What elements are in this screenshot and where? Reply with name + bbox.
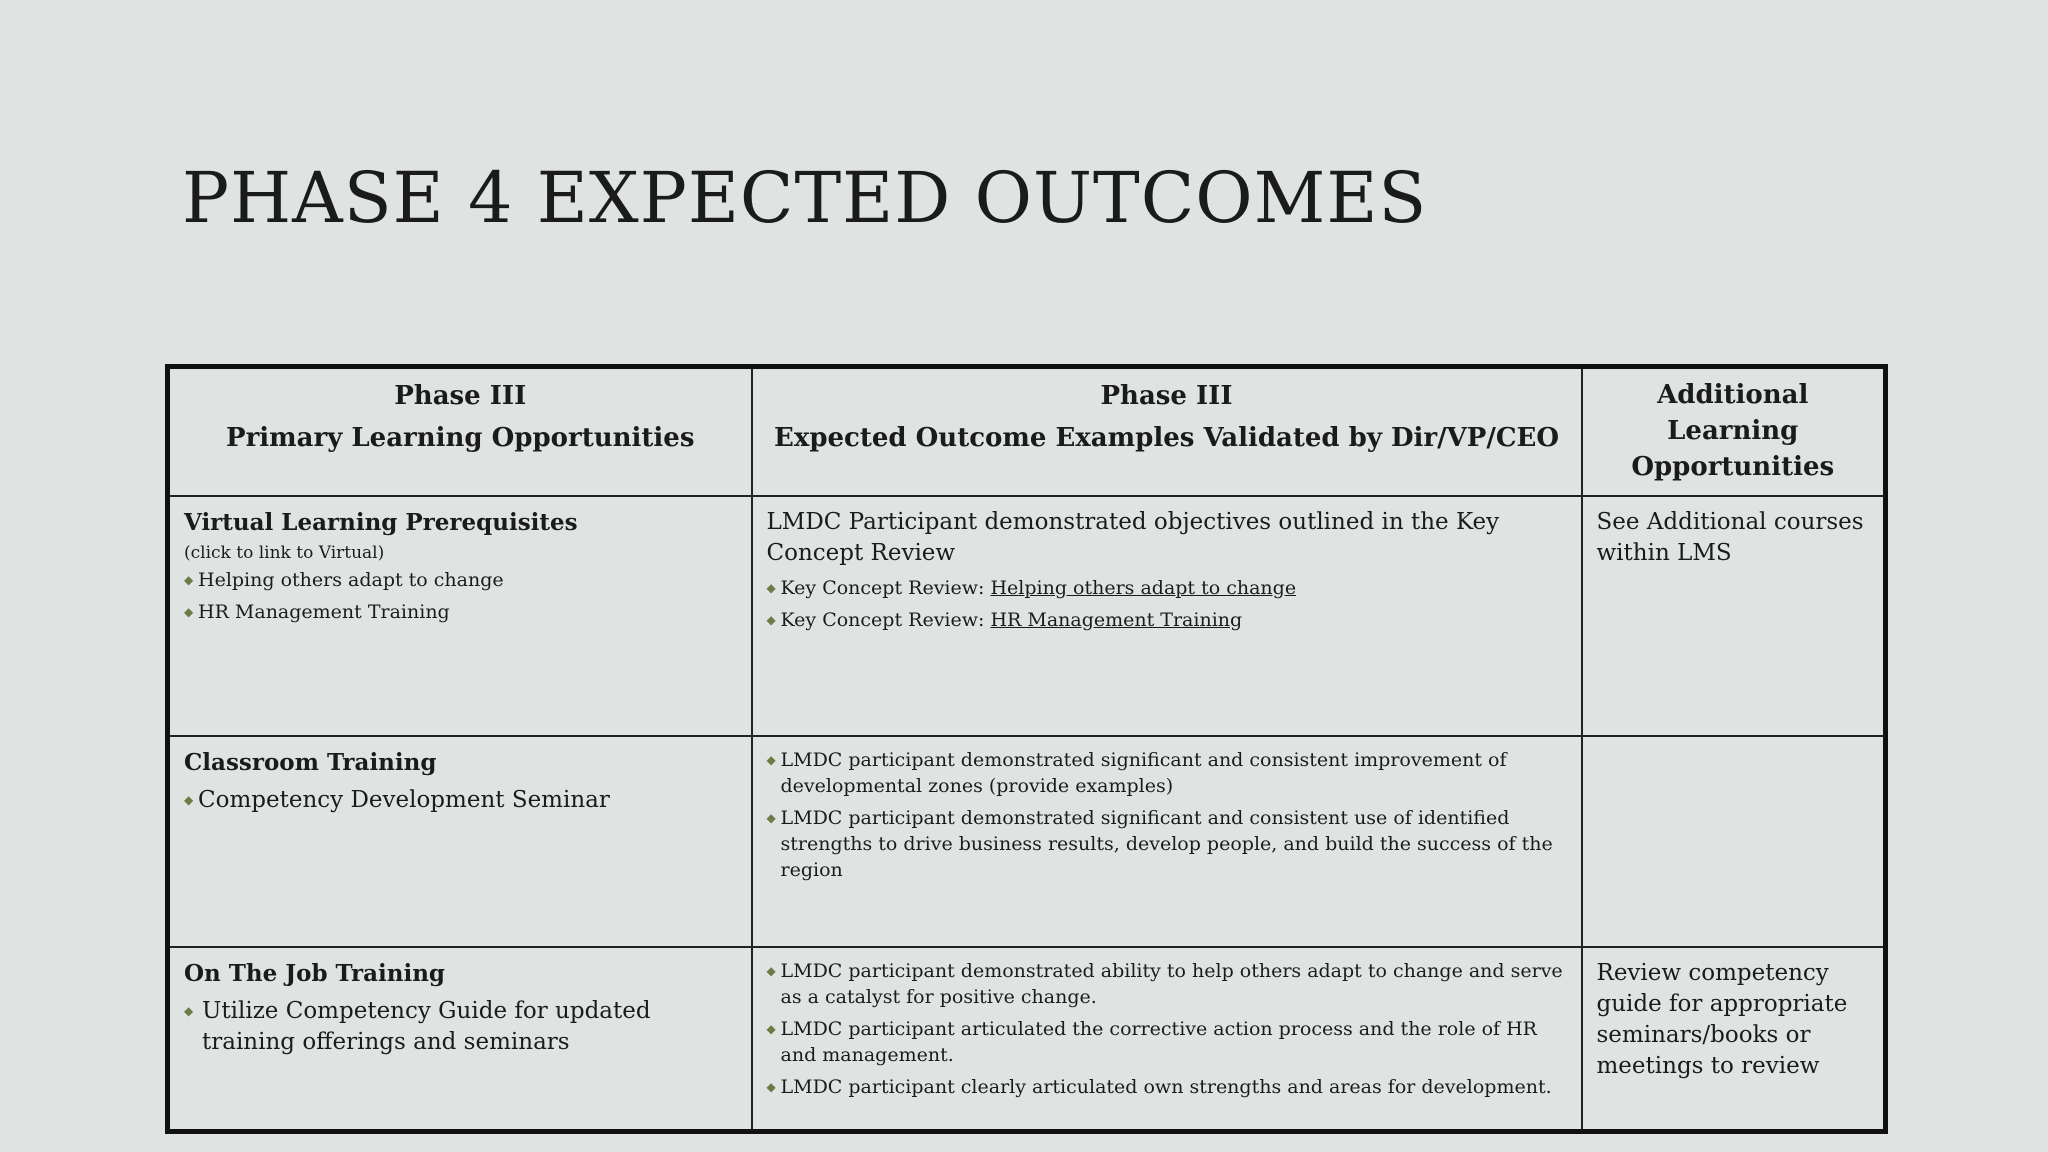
list-item: ◆ HR Management Training [184,601,450,623]
header-expected-outcomes [752,367,1582,497]
header-col2-line1: Phase III [1100,381,1233,411]
diamond-bullet-icon: ◆ [766,613,776,627]
header-col3-line1: Additional Learning [1657,380,1809,446]
additional-learning-cell-3 [1582,947,1886,1131]
page-title: PHASE 4 EXPECTED OUTCOMES [182,157,1428,239]
header-col2-line2: Expected Outcome Examples Validated by Dir/VP/CEO [774,423,1559,453]
classroom-training-cell [168,736,752,947]
list-item: ◆ Competency Development Seminar [184,785,737,816]
additional-text: Review competency guide for appropriate seminars/books or meetings to review [1596,960,1848,1079]
on-the-job-cell [168,947,752,1131]
outcomes-table [165,364,1888,1134]
additional-text: See Additional courses within LMS [1596,509,1864,566]
list-item: ◆ LMDC participant clearly articulated own strengths and areas for development. [766,1076,1552,1098]
header-additional-learning [1582,367,1886,497]
list-item: ◆ Helping others adapt to change [184,569,504,591]
classroom-list [184,785,737,816]
diamond-bullet-icon: ◆ [766,581,776,595]
virtual-learning-title: Virtual Learning Prerequisites [184,509,578,536]
outcome-intro: LMDC Participant demonstrated objectives outlined in the Key Concept Review [766,509,1500,566]
ojt-list [184,996,737,1058]
classroom-outcome-list [767,747,1567,883]
virtual-learning-list [184,567,737,625]
classroom-outcome-cell [752,736,1582,947]
list-item: ◆ Utilize Competency Guide for updated training offerings and seminars [184,998,651,1055]
additional-learning-cell-1 [1582,496,1886,736]
table-row [168,947,1886,1131]
table-header-row [168,367,1886,497]
virtual-learning-cell [168,496,752,736]
diamond-bullet-icon: ◆ [184,605,194,619]
ojt-outcome-cell [752,947,1582,1131]
table-row [168,496,1886,736]
list-item: ◆ LMDC participant demonstrated significant and consistent improvement of developmental zones (provide examples) [766,749,1507,797]
on-the-job-title: On The Job Training [184,960,446,987]
diamond-bullet-icon: ◆ [766,964,776,978]
table-row [168,736,1886,947]
hr-management-link[interactable]: HR Management Training [990,609,1243,631]
diamond-bullet-icon: ◆ [766,1080,776,1094]
list-item: ◆ LMDC participant demonstrated ability to help others adapt to change and serve as a catalyst for positive change. [766,960,1563,1008]
diamond-bullet-icon: ◆ [184,1004,194,1018]
list-item: ◆ LMDC participant articulated the corrective action process and the role of HR and management. [766,1018,1537,1066]
header-primary-learning [168,367,752,497]
list-item: ◆ Key Concept Review: HR Management Training [766,609,1243,631]
helping-others-link[interactable]: Helping others adapt to change [990,577,1297,599]
header-col1-line2: Primary Learning Opportunities [226,423,695,453]
virtual-link-note[interactable]: (click to link to Virtual) [184,543,385,563]
header-col1-line1: Phase III [394,381,527,411]
virtual-outcome-cell [752,496,1582,736]
header-col3-line2: Opportunities [1631,452,1835,482]
diamond-bullet-icon: ◆ [766,811,776,825]
key-concept-list [767,575,1567,633]
diamond-bullet-icon: ◆ [184,793,194,807]
list-item: ◆ LMDC participant demonstrated significant and consistent use of identified strengths to drive business results, develop people, and build the success of the region [766,807,1553,881]
list-item: ◆ Key Concept Review: Helping others adapt to change [766,577,1297,599]
classroom-training-title: Classroom Training [184,749,437,776]
ojt-outcome-list [767,958,1567,1100]
diamond-bullet-icon: ◆ [184,573,194,587]
diamond-bullet-icon: ◆ [766,1022,776,1036]
diamond-bullet-icon: ◆ [766,753,776,767]
additional-learning-cell-2 [1582,736,1886,947]
